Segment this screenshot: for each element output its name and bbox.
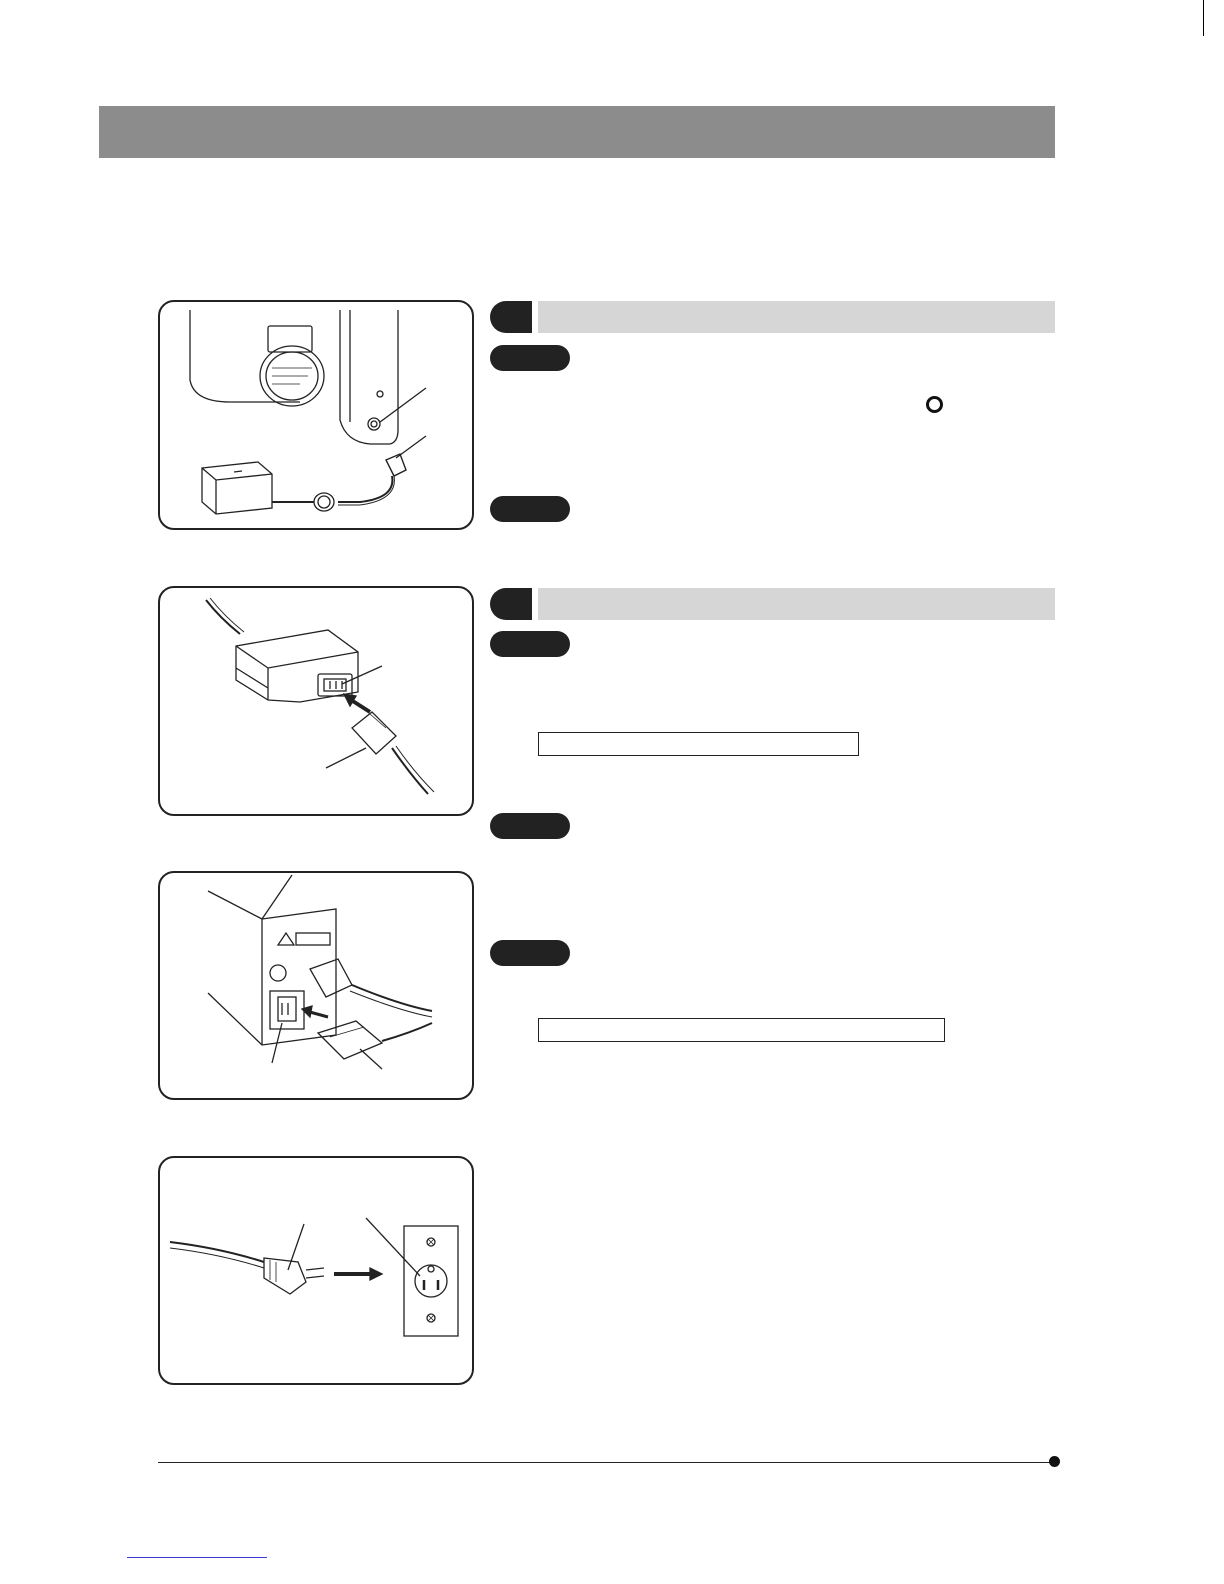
section-1-step-2-badge xyxy=(490,496,570,522)
section-2-step-3-badge xyxy=(490,940,570,966)
section-2-number-block xyxy=(490,588,532,620)
notice-box-2 xyxy=(538,1018,945,1042)
figure-adapter-to-microscope xyxy=(158,300,474,530)
figure-cord-to-adapter xyxy=(158,586,474,816)
section-2-step-1-badge xyxy=(490,631,570,657)
footer-rule xyxy=(158,1462,1055,1463)
footer-link-underline xyxy=(127,1557,267,1558)
section-2-step-2-badge xyxy=(490,813,570,839)
page-header-bar xyxy=(99,106,1055,158)
notice-box-1 xyxy=(538,732,859,756)
figure-plug-to-outlet-drawing xyxy=(160,1158,474,1385)
section-1-step-1-badge xyxy=(490,345,570,371)
bullet-dot-icon xyxy=(1049,1456,1060,1467)
power-off-circle-icon xyxy=(926,396,943,413)
figure-cord-to-light-source xyxy=(158,871,474,1100)
figure-plug-to-outlet xyxy=(158,1156,474,1385)
figure-cord-to-adapter-drawing xyxy=(160,588,474,816)
section-1-number-block xyxy=(490,301,532,333)
figure-adapter-to-microscope-drawing xyxy=(160,302,474,530)
section-2-title-bar xyxy=(538,588,1055,620)
figure-cord-to-light-source-drawing xyxy=(160,873,474,1100)
crop-mark-vertical xyxy=(1203,0,1204,36)
section-1-title-bar xyxy=(538,301,1055,333)
